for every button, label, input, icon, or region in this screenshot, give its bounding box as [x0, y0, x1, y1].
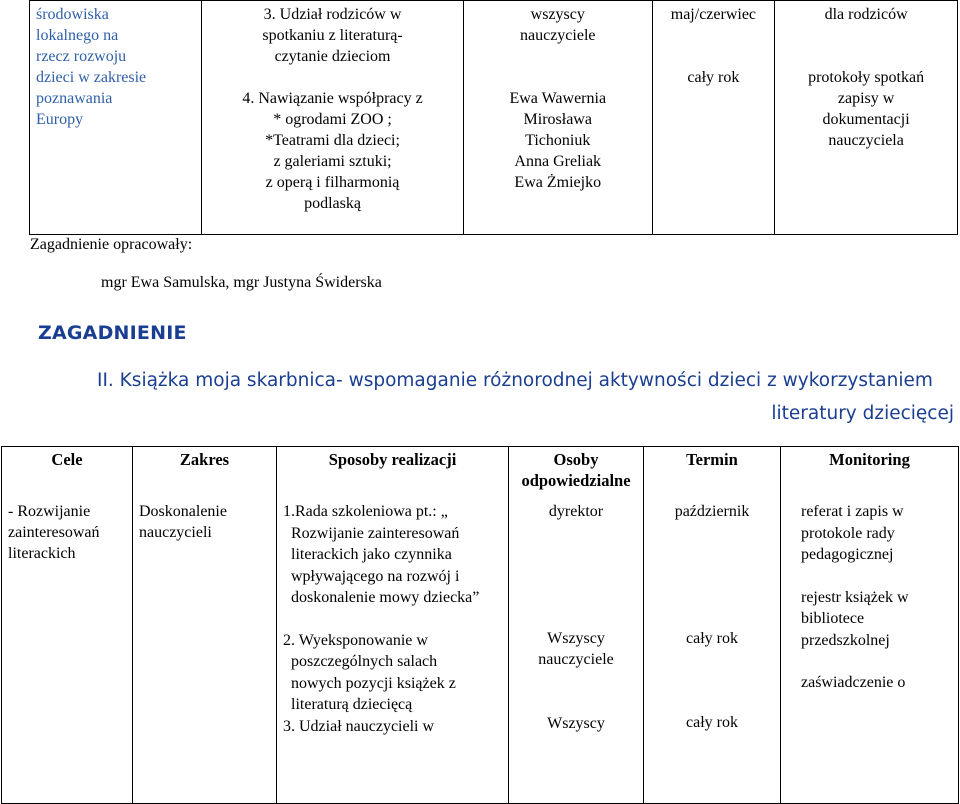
term-cell — [652, 1, 775, 235]
monitoring-text: dokumentacji — [822, 111, 910, 128]
responsible-line: nauczyciele — [538, 651, 614, 668]
monitoring-text: rejestr książek w — [801, 588, 909, 606]
table-row — [30, 1, 958, 235]
column-header: Termin — [644, 447, 781, 494]
topic-title-line2: literatury dziecięcej — [771, 403, 954, 424]
term-text: maj/czerwiec — [670, 6, 757, 23]
term-text: cały rok — [686, 629, 738, 647]
goal-line: Europy — [36, 111, 84, 128]
method-line: 2. Wyeksponowanie w — [283, 631, 428, 649]
monitoring-text: protokole rady — [801, 524, 895, 542]
method-line: nowych pozycji książek z — [291, 674, 456, 692]
term-text: cały rok — [686, 714, 738, 731]
method-line: 1.Rada szkoleniowa pt.: „ — [283, 503, 448, 520]
term-text: cały rok — [687, 69, 740, 86]
goal-line: rzecz rozwoju — [36, 48, 127, 65]
goal-line: środowiska — [36, 6, 109, 23]
scope-cell — [133, 493, 277, 804]
methods-cell — [277, 493, 509, 804]
responsible-name: Anna Greliak — [514, 153, 602, 170]
method-line: 4. Nawiązanie współpracy z — [242, 90, 423, 107]
goal-line: lokalnego na — [36, 27, 119, 44]
monitoring-cell — [775, 1, 958, 235]
column-header: Sposoby realizacji — [277, 447, 509, 494]
section-heading: ZAGADNIENIE — [38, 322, 187, 344]
method-line: spotkaniu z literaturą- — [262, 27, 403, 44]
responsible-line: dyrektor — [548, 503, 604, 520]
column-header: Zakres — [133, 447, 277, 494]
method-line: czytanie dzieciom — [274, 48, 391, 65]
author-label: Zagadnienie opracowały: — [30, 236, 193, 253]
goal-line: poznawania — [36, 90, 113, 107]
responsible-line: Wszyscy — [547, 629, 605, 647]
responsible-name: Ewa Wawernia — [509, 90, 607, 107]
term-text: październik — [674, 503, 750, 520]
goal-line: literackich — [8, 545, 76, 562]
monitoring-text: bibliotece — [801, 610, 865, 627]
monitoring-text: referat i zapis w — [801, 503, 904, 520]
top-table — [29, 0, 958, 235]
column-header: Cele — [2, 447, 133, 494]
responsible-name: Mirosława — [523, 111, 592, 128]
method-cell — [202, 1, 464, 235]
responsible-line: Wszyscy — [547, 714, 605, 732]
method-line: podlaską — [304, 195, 361, 212]
responsible-cell — [509, 493, 644, 804]
goals-cell — [2, 493, 133, 804]
column-header: Monitoring — [781, 447, 959, 494]
term-cell — [644, 493, 781, 804]
method-line: literackich jako czynnika — [291, 546, 452, 563]
table-header-row — [2, 447, 959, 494]
goal-line: dzieci w zakresie — [36, 69, 147, 86]
authors: mgr Ewa Samulska, mgr Justyna Świderska — [101, 274, 382, 291]
responsible-name: Tichoniuk — [525, 132, 591, 149]
table-row — [2, 493, 959, 804]
method-line: doskonalenie mowy dziecka” — [291, 589, 480, 606]
monitoring-text: dla rodziców — [824, 6, 908, 23]
responsible-name: Ewa Żmiejko — [514, 174, 602, 191]
method-line: literaturą dziecięcą — [291, 696, 413, 713]
goal-line: - Rozwijanie — [8, 503, 91, 520]
goal-line: zainteresowań — [8, 524, 100, 541]
method-line: poszczególnych salach — [291, 653, 438, 670]
method-line: * ogrodami ZOO ; — [273, 111, 392, 128]
monitoring-text: zapisy w — [837, 90, 895, 107]
method-line: *Teatrami dla dzieci; — [265, 132, 400, 149]
monitoring-text: pedagogicznej — [801, 546, 894, 563]
monitoring-text: nauczyciela — [828, 132, 904, 149]
responsible-cell — [463, 1, 652, 235]
scope-line: Doskonalenie — [139, 503, 227, 520]
method-line: Rozwijanie zainteresowań — [291, 524, 460, 542]
method-line: wpływającego na rozwój i — [291, 567, 460, 585]
monitoring-cell — [781, 493, 959, 804]
method-line: z operą i filharmonią — [265, 174, 400, 191]
monitoring-text: przedszkolnej — [801, 631, 890, 649]
method-line: z galeriami sztuki; — [273, 153, 392, 170]
scope-line: nauczycieli — [139, 524, 212, 541]
plan-table — [1, 446, 959, 804]
method-line: 3. Udział nauczycieli w — [283, 717, 435, 735]
topic-title-line1: II. Książka moja skarbnica- wspomaganie różnorodnej aktywności dzieci z wykorzystaniem — [97, 370, 933, 391]
responsible-line: nauczyciele — [520, 27, 596, 44]
monitoring-text: zaświadczenie o — [801, 674, 906, 691]
method-line: 3. Udział rodziców w — [263, 6, 402, 23]
responsible-line: wszyscy — [530, 6, 585, 23]
monitoring-text: protokoły spotkań — [808, 69, 925, 86]
goal-cell — [30, 1, 202, 235]
column-header: Osoby odpowiedzialne — [509, 447, 644, 494]
